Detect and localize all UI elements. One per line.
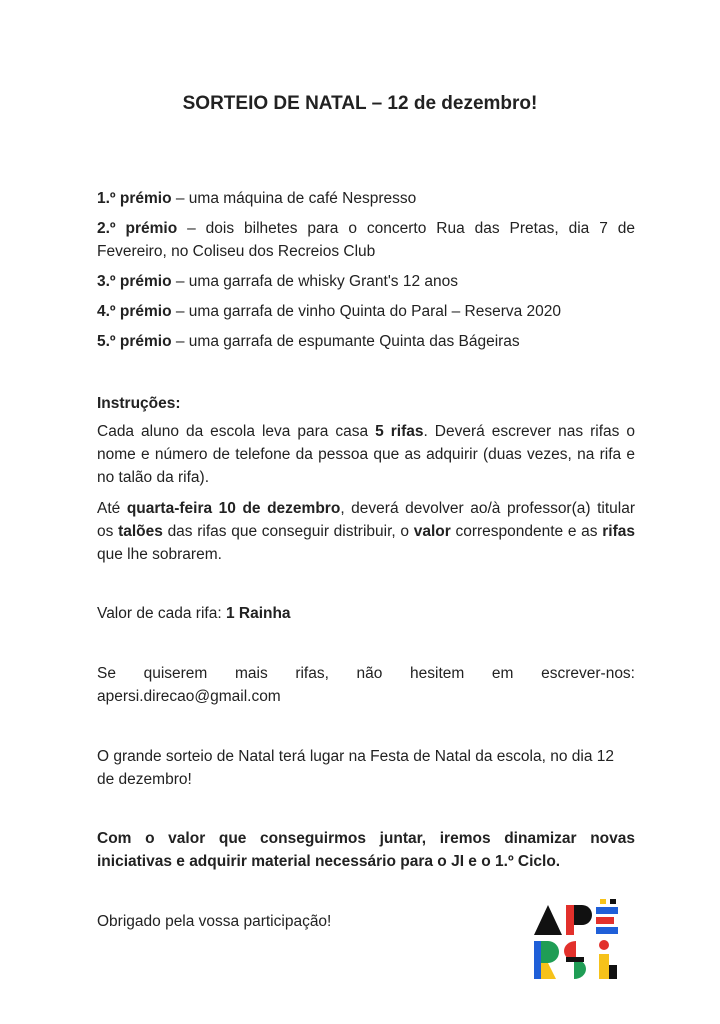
text-run: Até [97, 500, 127, 517]
logo-letter-e-bottom [596, 927, 618, 934]
prize-item [97, 187, 635, 210]
instructions-paragraph-1 [97, 420, 635, 489]
prize-label: 2.º prémio [97, 220, 178, 237]
text-run-bold: quarta-feira 10 de dezembro [126, 500, 341, 517]
closing-bold-text: Com o valor que conseguirmos juntar, iremos dinamizar novas iniciativas e adquirir material necessário para o JI e o 1.º Ciclo. [97, 830, 635, 870]
text-run: , deverá devolver ao/à professor(a) titular os [97, 500, 635, 540]
price-value: 1 Rainha [225, 605, 291, 622]
text-run-bold: 5 rifas [375, 423, 424, 440]
contact-text: Se quiserem mais rifas, não hesitem em escrever-nos: [97, 665, 635, 682]
event-paragraph: O grande sorteio de Natal terá lugar na Festa de Natal da escola, no dia 12 de dezembro! [97, 748, 614, 788]
logo-letter-e-top [596, 907, 618, 914]
prize-item [97, 300, 635, 323]
text-run: Cada aluno da escola leva para casa [97, 423, 376, 440]
text-run: que lhe sobrarem. [97, 546, 222, 563]
logo-letter-e-accent-2 [610, 899, 616, 904]
prize-description: – uma garrafa de vinho Quinta do Paral – Reserva 2020 [171, 303, 562, 320]
prize-label: 3.º prémio [97, 273, 172, 290]
prize-list [97, 187, 635, 360]
prize-item [97, 330, 635, 353]
prize-label: 5.º prémio [97, 333, 172, 350]
prize-item [97, 270, 635, 293]
text-run-bold: valor [413, 523, 451, 540]
logo-letter-a [534, 905, 562, 935]
closing-paragraph [97, 827, 635, 873]
price-line [97, 602, 635, 625]
instructions-heading [97, 392, 635, 415]
logo-letter-s-bar [566, 957, 584, 962]
prize-description: – dois bilhetes para o concerto Rua das Pretas, dia 7 de Fevereiro, no Coliseu dos Recreios Club [97, 220, 635, 260]
logo-letter-i-base [609, 965, 617, 979]
prize-description: – uma garrafa de espumante Quinta das Bágeiras [171, 333, 520, 350]
prize-label: 1.º prémio [97, 190, 172, 207]
logo-letter-e-accent [600, 899, 606, 904]
text-run: das rifas que conseguir distribuir, o [162, 523, 414, 540]
logo-letter-e-mid [596, 917, 614, 924]
instructions-paragraph-2 [97, 497, 635, 566]
logo-letter-p-stem [566, 905, 574, 935]
prize-description: – uma máquina de café Nespresso [171, 190, 417, 207]
contact-email: apersi.direcao@gmail.com [97, 688, 281, 705]
logo-letter-p-bowl [574, 905, 592, 925]
document-title: SORTEIO DE NATAL – 12 de dezembro! [182, 93, 538, 114]
text-run: . Deverá escrever nas rifas o nome e número de telefone da pessoa que as adquirir (duas vezes, na rifa e no talão da rifa). [97, 423, 636, 486]
price-label: Valor de cada rifa: [97, 605, 226, 622]
prize-label: 4.º prémio [97, 303, 172, 320]
logo-letter-r-stem [534, 941, 541, 979]
contact-paragraph [97, 662, 635, 708]
prize-description: – uma garrafa de whisky Grant's 12 anos [171, 273, 458, 290]
apersi-logo [530, 897, 626, 981]
text-run: correspondente e as [450, 523, 603, 540]
text-run-bold: talões [118, 523, 163, 540]
logo-letter-i-dot [599, 940, 609, 950]
instructions-heading-text: Instruções: [97, 395, 181, 412]
prize-item [97, 217, 635, 263]
logo-letter-i-stem [599, 954, 609, 979]
text-run-bold: rifas [602, 523, 635, 540]
thanks-line: Obrigado pela vossa participação! [97, 913, 332, 930]
